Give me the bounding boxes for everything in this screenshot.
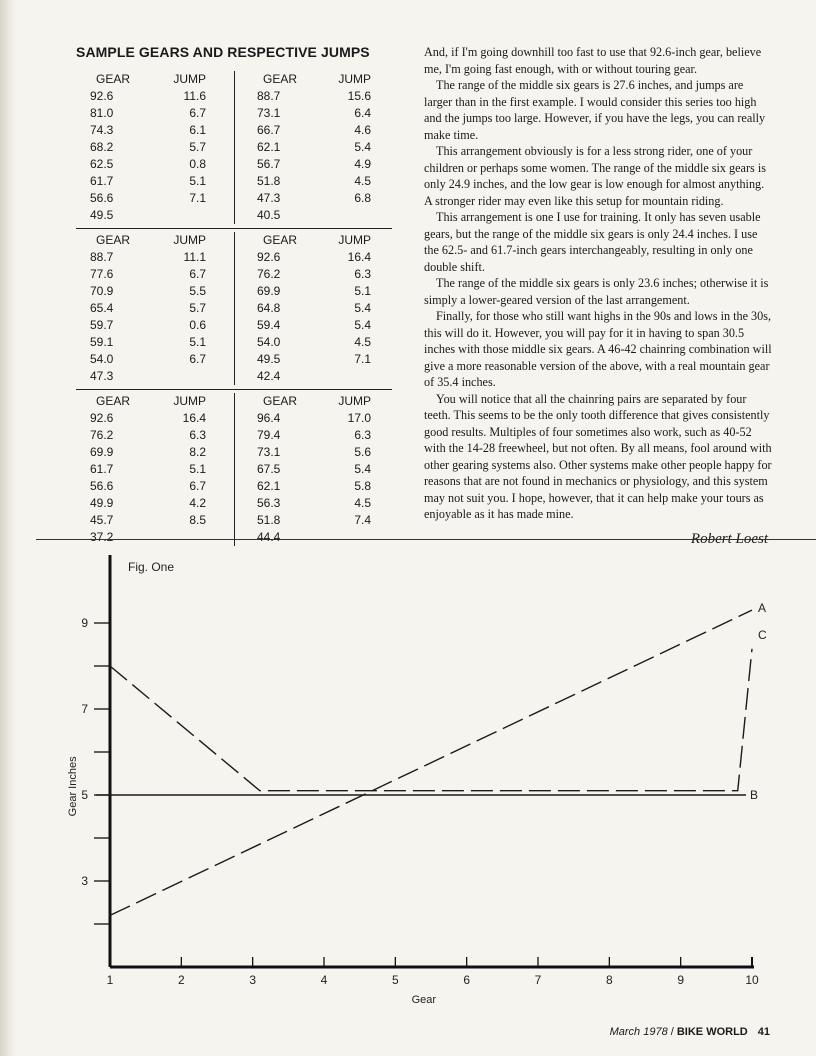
gear-value: 92.6 bbox=[257, 250, 281, 264]
gear-value: 49.5 bbox=[257, 352, 281, 366]
table-row bbox=[257, 249, 392, 266]
jump-value: 6.7 bbox=[189, 267, 206, 281]
jump-value: 17.0 bbox=[347, 411, 371, 425]
table-row bbox=[257, 207, 392, 224]
article-body bbox=[424, 44, 772, 523]
table-row bbox=[90, 88, 234, 105]
table-row bbox=[257, 512, 392, 529]
x-tick-label: 5 bbox=[391, 973, 399, 987]
series-line-a bbox=[110, 610, 752, 915]
jump-value: 4.5 bbox=[354, 335, 371, 349]
jump-value: 5.1 bbox=[189, 335, 206, 349]
gear-value: 96.4 bbox=[257, 411, 281, 425]
table-row bbox=[257, 368, 392, 385]
table-row bbox=[257, 334, 392, 351]
gear-value: 62.1 bbox=[257, 140, 281, 154]
table-block bbox=[76, 390, 392, 550]
table-row bbox=[90, 173, 234, 190]
col-header-jump: JUMP bbox=[173, 72, 206, 86]
jump-value: 4.5 bbox=[354, 174, 371, 188]
jump-value: 7.4 bbox=[354, 513, 371, 527]
table-row bbox=[90, 156, 234, 173]
jump-value: 0.8 bbox=[189, 157, 206, 171]
gear-value: 73.1 bbox=[257, 445, 281, 459]
jump-value: 5.5 bbox=[189, 284, 206, 298]
jump-value: 6.3 bbox=[354, 267, 371, 281]
x-tick-label: 9 bbox=[677, 973, 685, 987]
jump-value: 5.8 bbox=[354, 479, 371, 493]
table-row bbox=[90, 283, 234, 300]
gear-value: 59.4 bbox=[257, 318, 281, 332]
section-divider bbox=[36, 539, 816, 540]
jump-value: 5.7 bbox=[189, 301, 206, 315]
series-line-c bbox=[110, 649, 752, 791]
gear-value: 54.0 bbox=[90, 352, 114, 366]
y-tick-label: 3 bbox=[81, 874, 88, 888]
article-paragraph: This arrangement obviously is for a less strong rider, one of your children or perhaps some women. The range of the middle six gears is only 24.9 inches, and the low gear is low enough for almost anything. A stronger rider may even like this setup for mountain riding. bbox=[424, 144, 766, 208]
jump-value: 11.1 bbox=[183, 250, 206, 264]
jump-value: 5.1 bbox=[189, 462, 206, 476]
magazine-name: BIKE WORLD bbox=[676, 1026, 748, 1038]
jump-value: 6.3 bbox=[354, 428, 371, 442]
y-axis-label: Gear Inches bbox=[67, 756, 79, 817]
table-row bbox=[90, 122, 234, 139]
jump-value: 7.1 bbox=[354, 352, 371, 366]
gear-value: 44.4 bbox=[257, 530, 281, 544]
gear-value: 62.1 bbox=[257, 479, 281, 493]
table-row bbox=[257, 351, 392, 368]
x-tick-label: 1 bbox=[106, 973, 114, 987]
jump-value: 6.8 bbox=[354, 191, 371, 205]
x-tick-label: 10 bbox=[745, 973, 759, 987]
table-row bbox=[90, 461, 234, 478]
table-header-row bbox=[90, 71, 234, 88]
gear-value: 92.6 bbox=[90, 89, 114, 103]
x-axis-label: Gear bbox=[411, 994, 437, 1006]
table-row bbox=[90, 368, 234, 385]
article-paragraph: You will notice that all the chainring pairs are separated by four teeth. This seems to be the only tooth difference that gives consistently good results. Multiples of four sometimes also work, such as 40-52 with the 14-28 freewheel, but not often. By all means, fool around with other gearing systems also. Other systems make other people happy for reasons that are not found in mechanics or physiology, and this system may not suit you. I hope, however, that it can help make your tours as enjoyable as it has made mine. bbox=[424, 391, 772, 521]
gear-value: 64.8 bbox=[257, 301, 281, 315]
table-row bbox=[90, 529, 234, 546]
col-header-gear: GEAR bbox=[96, 72, 131, 86]
jump-value: 5.1 bbox=[354, 284, 371, 298]
col-header-gear: GEAR bbox=[96, 394, 131, 408]
jump-value: 5.4 bbox=[354, 318, 371, 332]
gear-value: 49.9 bbox=[90, 496, 114, 510]
jump-value: 6.7 bbox=[189, 479, 206, 493]
series-label-a: A bbox=[758, 601, 767, 616]
table-half-left bbox=[76, 393, 234, 546]
table-row bbox=[90, 478, 234, 495]
article-column bbox=[424, 44, 772, 547]
jump-value: 6.1 bbox=[189, 123, 206, 137]
gear-value: 79.4 bbox=[257, 428, 281, 442]
table-half-left bbox=[76, 71, 234, 224]
table-row bbox=[257, 190, 392, 207]
table-row bbox=[257, 461, 392, 478]
col-header-gear: GEAR bbox=[96, 233, 131, 247]
gear-value: 49.5 bbox=[90, 208, 114, 222]
gear-value: 74.3 bbox=[90, 123, 114, 137]
jump-value: 5.4 bbox=[354, 462, 371, 476]
table-row bbox=[257, 495, 392, 512]
gear-value: 45.7 bbox=[90, 513, 114, 527]
table-row bbox=[90, 139, 234, 156]
jump-value: 4.6 bbox=[354, 123, 371, 137]
col-header-jump: JUMP bbox=[338, 233, 371, 247]
table-header-row bbox=[90, 393, 234, 410]
gear-value: 54.0 bbox=[257, 335, 281, 349]
gear-value: 59.7 bbox=[90, 318, 114, 332]
gear-value: 56.7 bbox=[257, 157, 281, 171]
jump-value: 5.6 bbox=[354, 445, 371, 459]
gear-value: 81.0 bbox=[90, 106, 114, 120]
table-row bbox=[257, 88, 392, 105]
table-title: SAMPLE GEARS AND RESPECTIVE JUMPS bbox=[76, 44, 370, 60]
gear-value: 77.6 bbox=[90, 267, 114, 281]
x-tick-label: 3 bbox=[249, 973, 257, 987]
table-row bbox=[90, 317, 234, 334]
x-tick-label: 2 bbox=[177, 973, 185, 987]
jump-value bbox=[317, 368, 371, 385]
table-row bbox=[257, 105, 392, 122]
gear-value: 70.9 bbox=[90, 284, 114, 298]
table-row bbox=[90, 444, 234, 461]
table-body bbox=[76, 68, 392, 550]
gear-value: 51.8 bbox=[257, 513, 281, 527]
table-row bbox=[90, 512, 234, 529]
gear-value: 65.4 bbox=[90, 301, 114, 315]
gear-value: 59.1 bbox=[90, 335, 114, 349]
jump-value: 15.6 bbox=[347, 89, 371, 103]
series-label-b: B bbox=[750, 788, 759, 802]
jump-value: 5.1 bbox=[189, 174, 206, 188]
article-paragraph: And, if I'm going downhill too fast to use that 92.6-inch gear, believe me, I'm going fast enough, with or without touring gear. bbox=[424, 45, 762, 76]
col-header-gear: GEAR bbox=[263, 233, 298, 247]
gear-value: 66.7 bbox=[257, 123, 281, 137]
jump-value: 5.4 bbox=[354, 140, 371, 154]
gear-value: 88.7 bbox=[257, 89, 281, 103]
gear-value: 47.3 bbox=[90, 369, 114, 383]
table-row bbox=[90, 105, 234, 122]
jump-value bbox=[150, 368, 206, 385]
table-row bbox=[90, 249, 234, 266]
page-footer bbox=[610, 1026, 770, 1038]
table-row bbox=[257, 529, 392, 546]
col-header-jump: JUMP bbox=[173, 233, 206, 247]
gear-value: 76.2 bbox=[257, 267, 281, 281]
issue-date: March 1978 bbox=[609, 1026, 668, 1038]
table-row bbox=[90, 334, 234, 351]
jump-value bbox=[317, 529, 371, 546]
jump-value: 16.4 bbox=[347, 250, 371, 264]
jump-value: 6.3 bbox=[189, 428, 206, 442]
gear-value: 62.5 bbox=[90, 157, 114, 171]
table-row bbox=[257, 478, 392, 495]
jump-value: 4.5 bbox=[354, 496, 371, 510]
table-row bbox=[257, 122, 392, 139]
jump-value: 5.7 bbox=[189, 140, 206, 154]
jump-value: 11.6 bbox=[183, 89, 206, 103]
x-tick-label: 7 bbox=[534, 973, 542, 987]
table-row bbox=[257, 317, 392, 334]
table-half-right bbox=[234, 393, 392, 546]
table-header-row bbox=[90, 232, 234, 249]
x-tick-label: 8 bbox=[605, 973, 613, 987]
table-row bbox=[257, 283, 392, 300]
gear-value: 88.7 bbox=[90, 250, 114, 264]
table-row bbox=[257, 156, 392, 173]
col-header-gear: GEAR bbox=[263, 394, 298, 408]
table-row bbox=[90, 266, 234, 283]
table-row bbox=[257, 300, 392, 317]
table-row bbox=[90, 351, 234, 368]
jump-value: 0.6 bbox=[189, 318, 206, 332]
jump-value: 6.7 bbox=[189, 352, 206, 366]
jump-value: 4.9 bbox=[354, 157, 371, 171]
table-block bbox=[76, 229, 392, 390]
series-label-c: C bbox=[758, 627, 767, 642]
x-tick-label: 6 bbox=[463, 973, 471, 987]
table-row bbox=[90, 190, 234, 207]
article-paragraph: The range of the middle six gears is only 23.6 inches; otherwise it is simply a lower-geared version of the last arrangement. bbox=[424, 276, 769, 307]
chart-title: Fig. One bbox=[128, 560, 175, 574]
article-paragraph: This arrangement is one I use for training. It only has seven usable gears, but the range of the middle six gears is only 24.4 inches. I use the 62.5- and 61.7-inch gears interchangeably, resulting in only one double shift. bbox=[424, 210, 761, 274]
table-half-right bbox=[234, 71, 392, 224]
table-row bbox=[257, 139, 392, 156]
gear-value: 69.9 bbox=[257, 284, 281, 298]
table-header-row bbox=[257, 232, 392, 249]
table-row bbox=[90, 427, 234, 444]
col-header-jump: JUMP bbox=[338, 394, 371, 408]
jump-value: 7.1 bbox=[189, 191, 206, 205]
jump-value: 6.7 bbox=[189, 106, 206, 120]
x-tick-label: 4 bbox=[320, 973, 328, 987]
article-paragraph: The range of the middle six gears is 27.6 inches, and jumps are larger than in the first example. I would consider this series too high and the jumps too large. However, if you have the legs, you can really make time. bbox=[424, 78, 766, 142]
y-tick-label: 7 bbox=[81, 702, 88, 716]
jump-value: 4.2 bbox=[189, 496, 206, 510]
gear-value: 73.1 bbox=[257, 106, 281, 120]
table-row bbox=[257, 266, 392, 283]
jump-value: 8.2 bbox=[189, 445, 206, 459]
byline: Robert Loest bbox=[690, 530, 768, 547]
table-row bbox=[257, 173, 392, 190]
table-row bbox=[90, 410, 234, 427]
gear-table bbox=[76, 44, 392, 550]
table-header-row bbox=[257, 71, 392, 88]
gear-value: 51.8 bbox=[257, 174, 281, 188]
table-row bbox=[257, 444, 392, 461]
gear-value: 56.3 bbox=[257, 496, 281, 510]
y-tick-label: 9 bbox=[81, 616, 88, 630]
footer-separator: / bbox=[667, 1026, 677, 1038]
gear-value: 42.4 bbox=[257, 369, 281, 383]
article-paragraph: Finally, for those who still want highs in the 90s and lows in the 30s, this will do it. However, you will pay for it in having to span 30.5 inches with those middle six gears. A 46-42 chainring combination will give a more reasonable version of the above, with a real mountain gear of 35.4 inches. bbox=[424, 309, 772, 389]
table-row bbox=[90, 495, 234, 512]
table-half-left bbox=[76, 232, 234, 385]
gear-value: 56.6 bbox=[90, 191, 114, 205]
gear-value: 37.2 bbox=[90, 530, 114, 544]
jump-value bbox=[150, 207, 206, 224]
gear-value: 61.7 bbox=[90, 462, 114, 476]
jump-value: 16.4 bbox=[182, 411, 206, 425]
gear-value: 67.5 bbox=[257, 462, 281, 476]
gear-value: 76.2 bbox=[90, 428, 114, 442]
table-row bbox=[257, 410, 392, 427]
gear-value: 47.3 bbox=[257, 191, 281, 205]
table-row bbox=[90, 207, 234, 224]
col-header-jump: JUMP bbox=[338, 72, 371, 86]
col-header-gear: GEAR bbox=[263, 72, 298, 86]
table-block bbox=[76, 68, 392, 229]
gear-value: 69.9 bbox=[90, 445, 114, 459]
gear-value: 40.5 bbox=[257, 208, 281, 222]
table-row bbox=[257, 427, 392, 444]
jump-value bbox=[150, 529, 206, 546]
table-row bbox=[90, 300, 234, 317]
table-half-right bbox=[234, 232, 392, 385]
figure-one-chart bbox=[0, 545, 816, 1025]
col-header-jump: JUMP bbox=[173, 394, 206, 408]
gear-value: 92.6 bbox=[90, 411, 114, 425]
jump-value: 5.4 bbox=[354, 301, 371, 315]
jump-value bbox=[317, 207, 371, 224]
y-tick-label: 5 bbox=[81, 788, 88, 802]
table-header-row bbox=[257, 393, 392, 410]
gear-value: 56.6 bbox=[90, 479, 114, 493]
page-number: 41 bbox=[757, 1026, 770, 1038]
gear-value: 61.7 bbox=[90, 174, 114, 188]
jump-value: 8.5 bbox=[189, 513, 206, 527]
jump-value: 6.4 bbox=[354, 106, 371, 120]
gear-value: 68.2 bbox=[90, 140, 114, 154]
